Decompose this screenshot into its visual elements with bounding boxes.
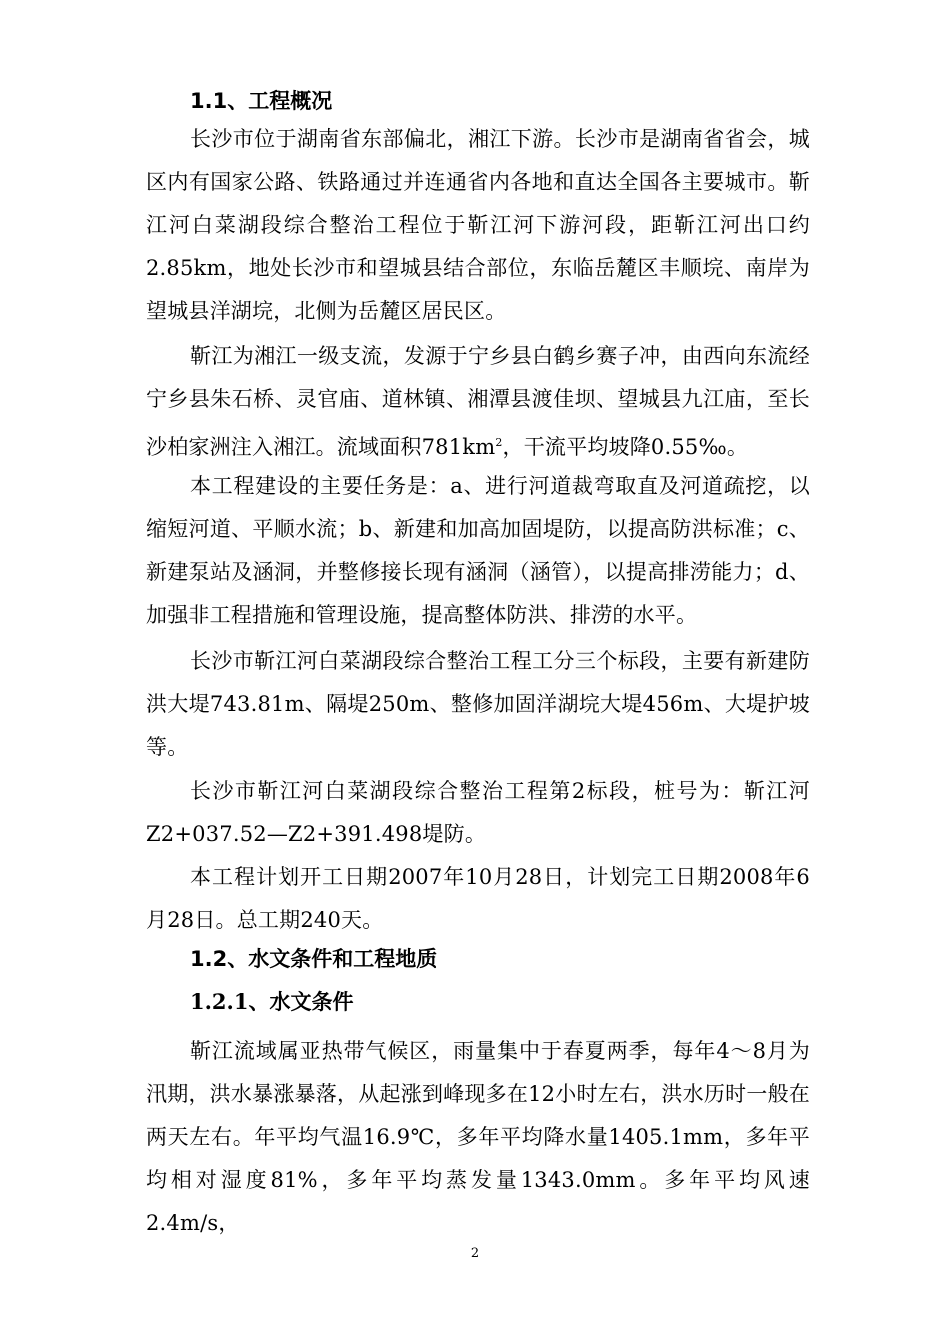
- section-heading-1-2-1: 1.2.1、水文条件: [190, 989, 354, 1014]
- paragraph-jinjiang-river: [146, 335, 810, 469]
- paragraph-overview: 长沙市位于湖南省东部偏北，湘江下游。长沙市是湖南省省会，城区内有国家公路、铁路通过并连通省内各地和直达全国各主要城市。靳江河白菜湖段综合整治工程位于靳江河下游河段，距靳江河出口约2.85km，地处长沙市和望城县结合部位，东临岳麓区丰顺垸、南岸为望城县洋湖垸，北侧为岳麓区居民区。: [146, 127, 810, 323]
- section-heading-1-2: 1.2、水文条件和工程地质: [190, 947, 438, 971]
- paragraph-schedule: 本工程计划开工日期2007年10月28日，计划完工日期2008年6月28日。总工期240天。: [146, 865, 810, 932]
- paragraph-jinjiang-text-end: ，干流平均坡降0.55‰。: [502, 435, 749, 459]
- paragraph-section-2: 长沙市靳江河白菜湖段综合整治工程第2标段，桩号为：靳江河Z2+037.52—Z2+391.498堤防。: [146, 779, 810, 846]
- paragraph-sections: 长沙市靳江河白菜湖段综合整治工程工分三个标段，主要有新建防洪大堤743.81m、隔堤250m、整修加固洋湖垸大堤456m、大堤护坡等。: [146, 649, 810, 759]
- paragraph-jinjiang-text: 靳江为湘江一级支流，发源于宁乡县白鹤乡赛子冲，由西向东流经宁乡县朱石桥、灵官庙、道林镇、湘潭县渡佳坝、望城县九江庙，至长沙柏家洲注入湘江。流域面积781km: [146, 344, 810, 459]
- section-heading-1-1: 1.1、工程概况: [190, 89, 333, 113]
- page-number: 2: [470, 1246, 480, 1261]
- paragraph-hydrology: 靳江流域属亚热带气候区，雨量集中于春夏两季，每年4～8月为汛期，洪水暴涨暴落，从起涨到峰现多在12小时左右，洪水历时一般在两天左右。年平均气温16.9℃，多年平均降水量1405.1mm，多年平均相对湿度81%，多年平均蒸发量1343.0mm。多年平均风速2.4m/s，: [146, 1039, 810, 1235]
- paragraph-main-tasks: 本工程建设的主要任务是：a、进行河道裁弯取直及河道疏挖，以缩短河道、平顺水流；b、新建和加高加固堤防，以提高防洪标准；c、新建泵站及涵洞，并整修接长现有涵洞（涵管），以提高排涝能力；d、加强非工程措施和管理设施，提高整体防洪、排涝的水平。: [146, 474, 810, 627]
- superscript-two: 2: [495, 436, 503, 449]
